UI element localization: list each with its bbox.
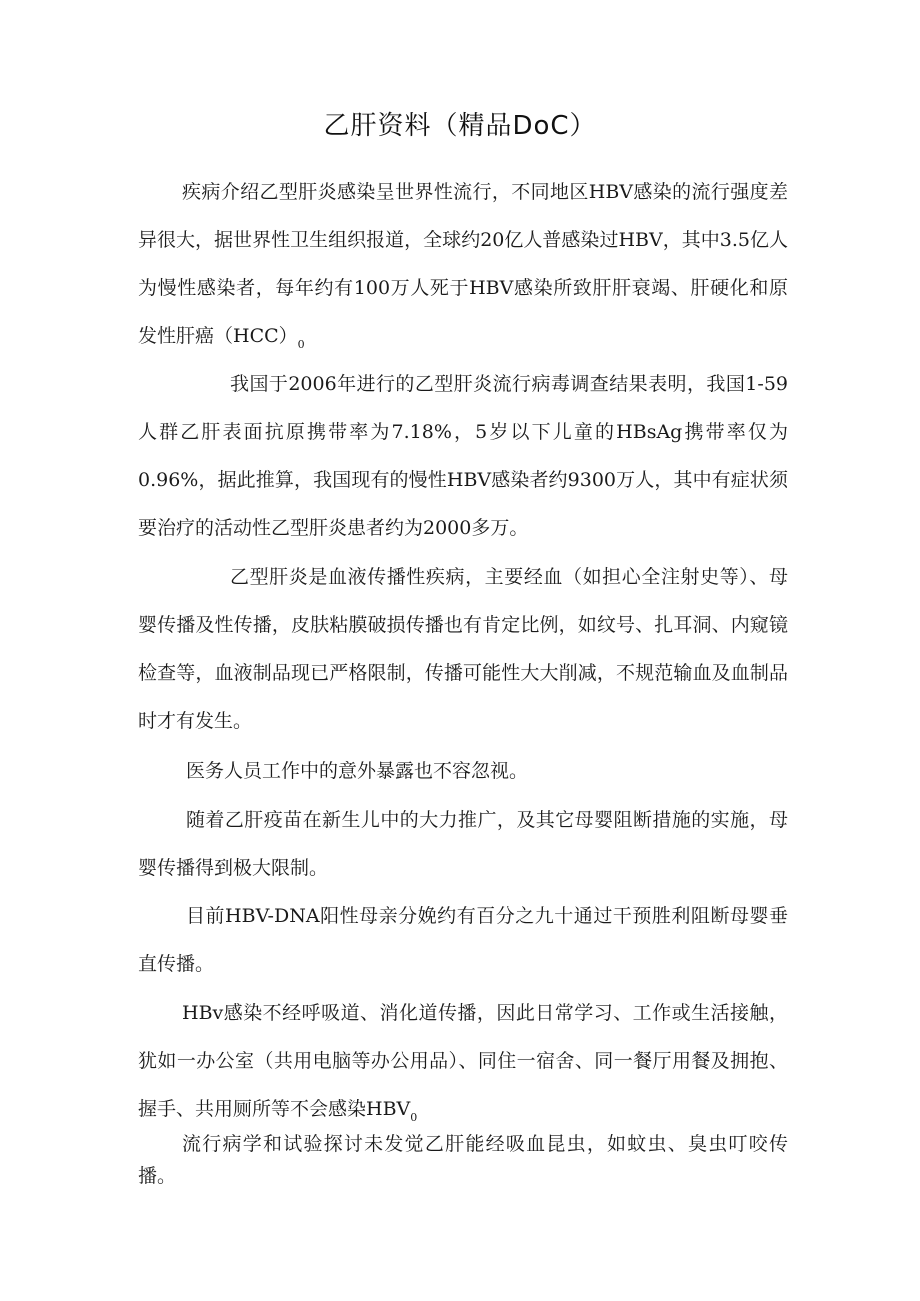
document-title: 乙肝资料（精品DoC） — [323, 111, 597, 141]
paragraph-mother-infant-blocking: 目前HBV-DNA阳性母亲分娩约有百分之九十通过干预胜利阻断母婴垂直传播。 — [138, 905, 788, 975]
paragraph-vaccine: 随着乙肝疫苗在新生儿中的大力推广，及其它母婴阻断措施的实施，母婴传播得到极大限制。 — [138, 809, 788, 879]
paragraph-daily-contact — [138, 989, 788, 1142]
paragraph-transmission-routes: 乙型肝炎是血液传播性疾病，主要经血（如担心全注射史等）、母婴传播及性传播，皮肤粘膜破损传播也有肯定比例，如纹号、扎耳洞、内窥镜检查等，血液制品现已严格限制，传播可能性大大削减，不规范输血及血制品时才有发生。 — [138, 566, 788, 732]
paragraph-suffix: 0 — [297, 338, 305, 351]
paragraph-disease-intro — [138, 168, 788, 369]
paragraph-insect-vectors: 流行病学和试验探讨未发觉乙肝能经吸血昆虫，如蚊虫、臭虫叮咬传播。 — [138, 1133, 788, 1187]
paragraph-text: HBv感染不经呼吸道、消化道传播，因此日常学习、工作或生活接触，犹如一办公室（共用电脑等办公用品）、同住一宿舍、同一餐厅用餐及拥抱、握手、共用厕所等不会感染HBV — [138, 1002, 788, 1120]
paragraph-text: 疾病介绍乙型肝炎感染呈世界性流行，不同地区HBV感染的流行强度差异很大，据世界性卫生组织报道，全球约20亿人普感染过HBV，其中3.5亿人为慢性感染者，每年约有100万人死于HBV感染所致肝肝衰竭、肝硬化和原发性肝癌（HCC） — [138, 181, 788, 347]
paragraph-suffix: 0 — [410, 1111, 418, 1124]
paragraph-occupational-exposure: 医务人员工作中的意外暴露也不容忽视。 — [186, 760, 529, 782]
paragraph-china-survey: 我国于2006年进行的乙型肝炎流行病毒调查结果表明，我国1-59人群乙肝表面抗原携带率为7.18%，5岁以下儿童的HBsAg携带率仅为0.96%，据此推算，我国现有的慢性HBV感染者约9300万人，其中有症状须要治疗的活动性乙型肝炎患者约为2000多万。 — [138, 373, 788, 539]
